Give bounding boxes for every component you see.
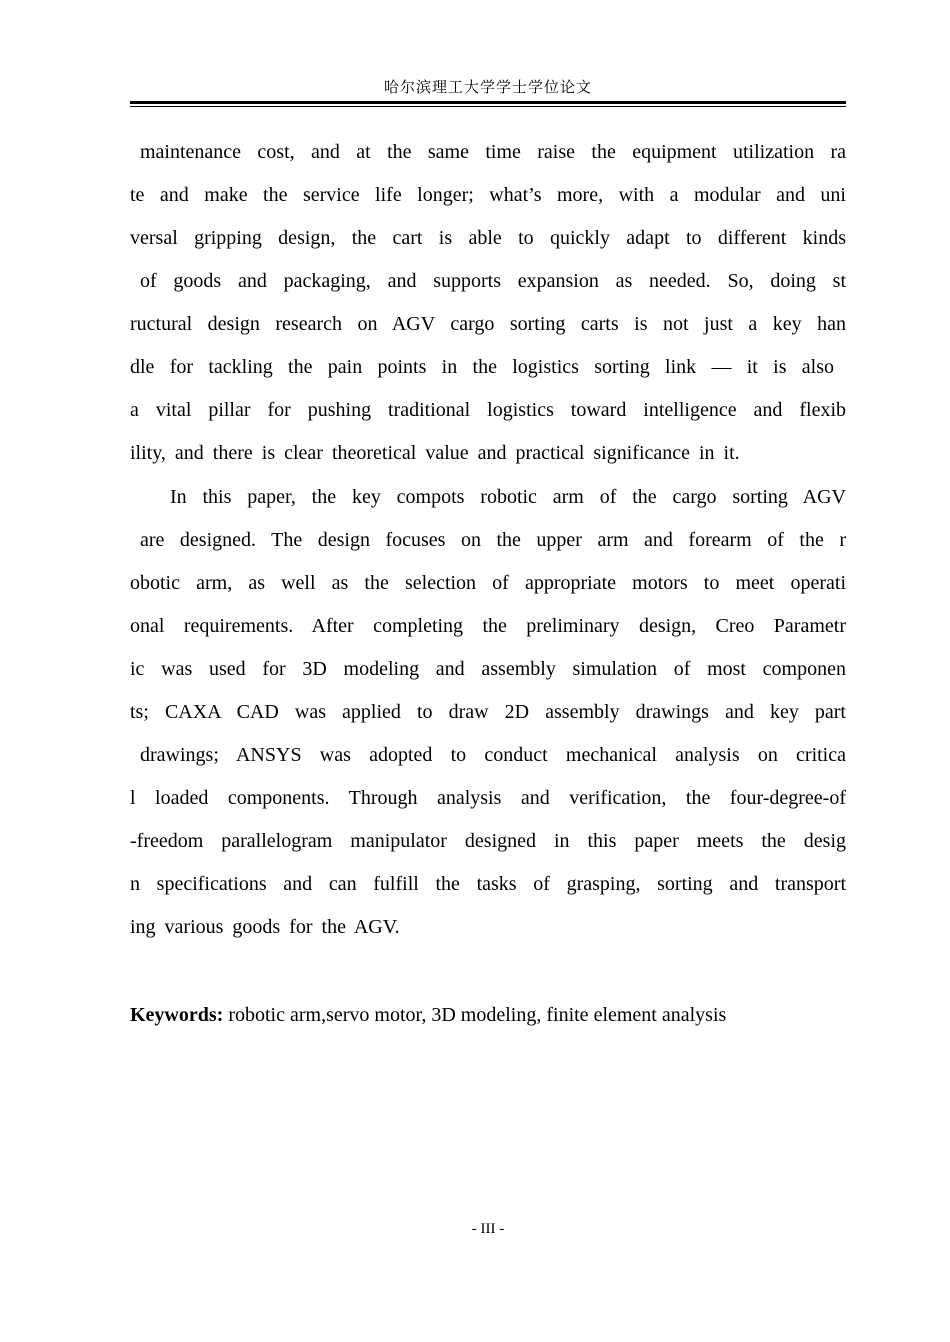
header-title: 哈尔滨理工大学学士学位论文 xyxy=(383,80,592,96)
text-line: obotic arm, as well as the selection of appropriate motors to meet operati xyxy=(130,572,846,594)
page-number: - III - xyxy=(471,1221,505,1237)
text-line: ic was used for 3D modeling and assembly simulation of most componen xyxy=(130,658,846,680)
text-line: are designed. The design focuses on the upper arm and forearm of the r xyxy=(140,529,846,551)
text-line: maintenance cost, and at the same time raise the equipment utilization ra xyxy=(140,141,846,163)
text-line: te and make the service life longer; what’s more, with a modular and uni xyxy=(130,184,846,206)
keywords-line xyxy=(130,994,846,1037)
text-line: n specifications and can fulfill the tasks of grasping, sorting and transport xyxy=(130,873,846,895)
text-line: ing various goods for the AGV. xyxy=(130,916,400,938)
text-line: ts; CAXA CAD was applied to draw 2D assembly drawings and key part xyxy=(130,701,846,723)
text-line: ructural design research on AGV cargo sorting carts is not just a key han xyxy=(130,313,846,335)
header-rule-thin xyxy=(130,106,846,107)
text-line: onal requirements. After completing the preliminary design, Creo Parametr xyxy=(130,615,846,637)
text-line: l loaded components. Through analysis and verification, the four-degree-of xyxy=(130,787,846,809)
text-line: ility, and there is clear theoretical value and practical significance in it. xyxy=(130,442,740,464)
header-rule-thick xyxy=(130,101,846,104)
text-line: In this paper, the key compots robotic arm of the cargo sorting AGV xyxy=(170,486,846,508)
keywords-text: robotic arm,servo motor, 3D modeling, finite element analysis xyxy=(223,1004,727,1026)
keywords-label: Keywords: xyxy=(130,1004,224,1026)
text-line: -freedom parallelogram manipulator designed in this paper meets the desig xyxy=(130,830,846,852)
text-line: drawings; ANSYS was adopted to conduct mechanical analysis on critica xyxy=(140,744,846,766)
text-line: versal gripping design, the cart is able to quickly adapt to different kinds xyxy=(130,227,846,249)
text-line: of goods and packaging, and supports expansion as needed. So, doing st xyxy=(140,270,846,292)
text-line: dle for tackling the pain points in the logistics sorting link — it is also xyxy=(130,356,834,378)
text-line: a vital pillar for pushing traditional logistics toward intelligence and flexib xyxy=(130,399,846,421)
